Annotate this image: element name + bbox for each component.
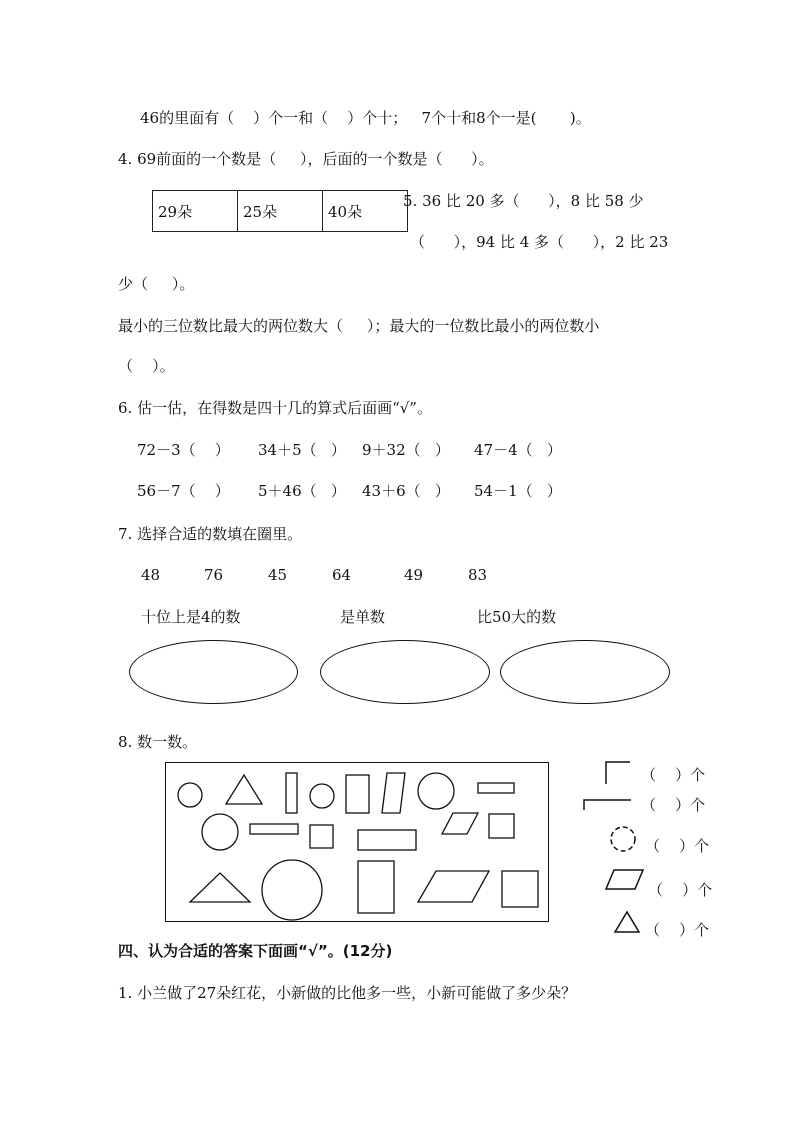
min-max-question: 最小的三位数比最大的两位数大（ ）；最大的一位数比最小的两位数小 — [118, 317, 600, 335]
flowers-cell: 29朵 — [153, 191, 238, 232]
angle-icon — [584, 800, 631, 810]
oval-label: 是单数 — [340, 608, 386, 626]
count-answer: （ ）个 — [648, 881, 713, 899]
number-option: 48 — [141, 566, 161, 584]
estimate-item: 47－4（ ） — [474, 441, 562, 459]
estimate-item: 34＋5（ ） — [258, 441, 346, 459]
question-5-part1: 5. 36 比 20 多（ ），8 比 58 少 — [403, 192, 644, 210]
number-option: 64 — [332, 566, 352, 584]
oval-label: 十位上是4的数 — [141, 608, 241, 626]
oval-label: 比50大的数 — [477, 608, 557, 626]
parallelogram-icon — [606, 870, 643, 889]
count-answer: （ ）个 — [645, 921, 710, 939]
question-5-part2: （ ），94 比 4 多（ ），2 比 23 — [410, 233, 669, 251]
count-answer: （ ）个 — [641, 796, 706, 814]
flowers-cell: 40朵 — [323, 191, 408, 232]
question-8: 8. 数一数。 — [118, 733, 198, 751]
question-7: 7. 选择合适的数填在圈里。 — [118, 525, 303, 543]
triangle-icon — [615, 912, 639, 932]
count-answer: （ ）个 — [641, 766, 706, 784]
angle-icon — [606, 762, 630, 784]
question-6: 6. 估一估，在得数是四十几的算式后面画“√”。 — [118, 399, 432, 417]
number-option: 83 — [468, 566, 488, 584]
section-4-question-1: 1. 小兰做了27朵红花，小新做的比他多一些，小新可能做了多少朵？ — [118, 984, 577, 1002]
estimate-item: 5＋46（ ） — [258, 482, 346, 500]
estimate-item: 54－1（ ） — [474, 482, 562, 500]
estimate-item: 9＋32（ ） — [362, 441, 450, 459]
dashed-circle-icon — [611, 827, 635, 851]
flowers-cell: 25朵 — [238, 191, 323, 232]
question-4: 4. 69前面的一个数是（ ），后面的一个数是（ ）。 — [118, 150, 494, 168]
number-option: 49 — [404, 566, 424, 584]
estimate-item: 43＋6（ ） — [362, 482, 450, 500]
question-3-line: 46的里面有（ ）个一和（ ）个十； 7个十和8个一是( )。 — [140, 109, 591, 127]
number-option: 45 — [268, 566, 288, 584]
question-5-part3: 少（ ）。 — [118, 275, 195, 293]
estimate-item: 72－3（ ） — [137, 441, 230, 459]
min-max-question-answer: （ ）。 — [118, 357, 175, 375]
estimate-item: 56－7（ ） — [137, 482, 230, 500]
number-option: 76 — [204, 566, 224, 584]
count-answer: （ ）个 — [645, 837, 710, 855]
section-4-heading: 四、认为合适的答案下面画“√”。(12分) — [118, 942, 393, 960]
